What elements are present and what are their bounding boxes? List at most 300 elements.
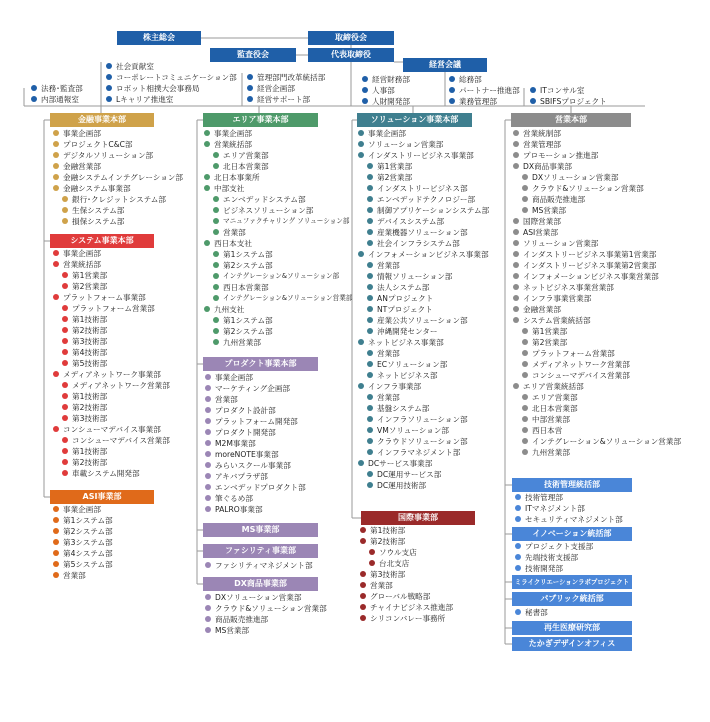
list-item — [53, 548, 113, 559]
bullet-icon — [367, 416, 373, 422]
representative-box: 代表取締役 — [308, 48, 394, 62]
product-header: プロダクト事業本部 — [203, 357, 318, 371]
list-item — [53, 402, 170, 413]
list-item-label: 第2システム部 — [223, 327, 273, 336]
gijutsu-header: 技術管理統括部 — [512, 478, 632, 492]
list-item — [53, 205, 183, 216]
list-item — [358, 260, 489, 271]
bullet-icon — [522, 350, 528, 356]
list-item-label: 社会インフラシステム部 — [377, 239, 460, 248]
bullet-icon — [204, 240, 210, 246]
list-item — [205, 504, 306, 515]
list-item — [53, 457, 170, 468]
list-item — [358, 183, 489, 194]
mirai-header: ミライクリエーションラボプロジェクト — [512, 575, 632, 589]
list-item — [515, 607, 548, 618]
list-item-label: 北日本営業部 — [532, 404, 578, 413]
list-item-label: マニュファクチャリング ソリューション部 — [223, 217, 350, 225]
bullet-icon — [362, 76, 368, 82]
list-item-label: MS営業部 — [532, 206, 567, 215]
list-item — [513, 293, 681, 304]
list-item — [513, 370, 681, 381]
bullet-icon — [205, 451, 211, 457]
bullet-icon — [522, 427, 528, 433]
list-item — [204, 271, 352, 282]
innovation-list — [515, 541, 593, 574]
list-item — [53, 413, 170, 424]
bullet-icon — [247, 74, 253, 80]
list-item — [513, 227, 681, 238]
list-item — [205, 416, 306, 427]
list-item — [358, 304, 489, 315]
bullet-icon — [62, 470, 68, 476]
bullet-icon — [513, 284, 519, 290]
list-item — [53, 161, 183, 172]
list-item-label: 第3技術部 — [72, 414, 108, 423]
list-item-label: エンベデッドプロダクト部 — [215, 483, 306, 492]
list-item-label: クラウド&ソリューション営業部 — [532, 184, 644, 193]
list-item — [358, 359, 489, 370]
list-item — [513, 183, 681, 194]
bullet-icon — [522, 196, 528, 202]
bullet-icon — [205, 495, 211, 501]
bullet-icon — [522, 339, 528, 345]
list-item-label: 中部支社 — [214, 184, 245, 193]
takagi-header: たかぎデザインオフィス — [512, 637, 632, 651]
list-item — [360, 558, 453, 569]
list-item — [53, 537, 113, 548]
list-item — [515, 492, 623, 503]
list-item — [53, 216, 183, 227]
list-item — [53, 292, 170, 303]
bullet-icon — [513, 262, 519, 268]
bullet-icon — [367, 295, 373, 301]
list-item-label: デジタルソリューション部 — [63, 151, 154, 160]
bullet-icon — [522, 372, 528, 378]
list-item-label: 第2営業部 — [377, 173, 413, 182]
corporate-mid1-list — [106, 61, 237, 105]
list-item — [204, 183, 352, 194]
bullet-icon — [367, 482, 373, 488]
list-item — [513, 337, 681, 348]
list-item-label: 第2システム部 — [223, 261, 273, 270]
list-item-label: 第2技術部 — [72, 326, 108, 335]
list-item — [53, 380, 170, 391]
list-item — [53, 391, 170, 402]
list-item-label: VMソリューション部 — [377, 426, 449, 435]
list-item-label: 第1システム部 — [63, 516, 113, 525]
list-item-label: 北日本事業所 — [214, 173, 260, 182]
bullet-icon — [213, 218, 219, 224]
list-item-label: 第4システム部 — [63, 549, 113, 558]
list-item-label: プラットフォーム営業部 — [72, 304, 155, 313]
solution-list — [358, 128, 489, 491]
bullet-icon — [360, 604, 366, 610]
list-item — [53, 248, 170, 259]
bullet-icon — [205, 562, 211, 568]
corporate-mid2-list — [247, 72, 325, 105]
list-item — [362, 74, 410, 85]
bullet-icon — [369, 560, 375, 566]
bullet-icon — [205, 605, 211, 611]
bullet-icon — [205, 440, 211, 446]
list-item — [513, 216, 681, 227]
bullet-icon — [62, 218, 68, 224]
list-item-label: 人事部 — [372, 86, 395, 95]
bullet-icon — [31, 85, 37, 91]
bullet-icon — [62, 459, 68, 465]
list-item — [53, 150, 183, 161]
eigyo-header: 営業本部 — [511, 113, 631, 127]
list-item-label: ビジネスソリューション部 — [223, 206, 314, 215]
bullet-icon — [358, 460, 364, 466]
bullet-icon — [515, 543, 521, 549]
bullet-icon — [213, 163, 219, 169]
bullet-icon — [106, 85, 112, 91]
list-item-label: 第2技術部 — [370, 537, 406, 546]
bullet-icon — [530, 98, 536, 104]
list-item — [204, 194, 352, 205]
bullet-icon — [367, 394, 373, 400]
bullet-icon — [204, 174, 210, 180]
bullet-icon — [205, 407, 211, 413]
bullet-icon — [449, 87, 455, 93]
list-item-label: PALRO事業部 — [215, 505, 263, 514]
list-item — [513, 139, 681, 150]
list-item — [513, 128, 681, 139]
list-item-label: 第1営業部 — [377, 162, 413, 171]
list-item-label: 技術開発部 — [525, 564, 563, 573]
list-item-label: ソリューション営業部 — [368, 140, 444, 149]
dx-header: DX商品事業部 — [203, 577, 318, 591]
list-item — [513, 150, 681, 161]
bullet-icon — [53, 528, 59, 534]
list-item — [513, 205, 681, 216]
bullet-icon — [513, 317, 519, 323]
list-item-label: インダストリービジネス部 — [377, 184, 468, 193]
bullet-icon — [358, 152, 364, 158]
bullet-icon — [513, 240, 519, 246]
list-item-label: エリア営業部 — [532, 393, 578, 402]
bullet-icon — [522, 394, 528, 400]
bullet-icon — [522, 438, 528, 444]
asi-header: ASI事業部 — [50, 490, 154, 504]
list-item — [205, 372, 306, 383]
list-item-label: 総務部 — [459, 75, 482, 84]
list-item-label: 第2システム部 — [63, 527, 113, 536]
list-item — [53, 559, 113, 570]
list-item — [205, 460, 306, 471]
list-item-label: みらいスクール事業部 — [215, 461, 291, 470]
list-item — [362, 96, 410, 107]
list-item-label: 商品販売推進部 — [532, 195, 586, 204]
list-item-label: DX商品事業部 — [523, 162, 573, 171]
list-item — [530, 96, 607, 107]
list-item-label: エンベデッドシステム部 — [223, 195, 306, 204]
list-item-label: インフラソリューション部 — [377, 415, 468, 424]
list-item-label: 第2営業部 — [72, 282, 108, 291]
saisei-header: 再生医療研究部 — [512, 621, 632, 635]
list-item — [358, 315, 489, 326]
list-item — [358, 447, 489, 458]
bullet-icon — [367, 207, 373, 213]
bullet-icon — [62, 305, 68, 311]
bullet-icon — [213, 317, 219, 323]
bullet-icon — [62, 272, 68, 278]
bullet-icon — [204, 141, 210, 147]
list-item — [204, 150, 352, 161]
list-item-label: 第3技術部 — [72, 337, 108, 346]
bullet-icon — [367, 350, 373, 356]
bullet-icon — [513, 229, 519, 235]
list-item-label: プロダクト開発部 — [215, 428, 276, 437]
list-item — [362, 85, 410, 96]
list-item-label: マーケティング企画部 — [215, 384, 291, 393]
list-item — [204, 315, 352, 326]
bullet-icon — [367, 240, 373, 246]
list-item-label: 金融営業部 — [523, 305, 561, 314]
bullet-icon — [53, 506, 59, 512]
list-item — [204, 161, 352, 172]
dx-list — [205, 592, 327, 636]
list-item — [53, 259, 170, 270]
list-item — [513, 172, 681, 183]
list-item — [358, 469, 489, 480]
bullet-icon — [53, 517, 59, 523]
list-item — [358, 282, 489, 293]
list-item — [358, 216, 489, 227]
kinyu-list — [53, 128, 183, 227]
list-item — [513, 447, 681, 458]
list-item — [205, 493, 306, 504]
list-item — [358, 348, 489, 359]
bullet-icon — [522, 449, 528, 455]
bullet-icon — [367, 317, 373, 323]
list-item — [358, 227, 489, 238]
list-item-label: インフォメーションビジネス事業部 — [368, 250, 489, 259]
list-item — [53, 446, 170, 457]
list-item — [204, 172, 352, 183]
bullet-icon — [513, 130, 519, 136]
bullet-icon — [515, 516, 521, 522]
list-item-label: 情報ソリューション部 — [377, 272, 453, 281]
bullet-icon — [360, 615, 366, 621]
bullet-icon — [53, 141, 59, 147]
bullet-icon — [205, 484, 211, 490]
list-item-label: コンシューマデバイス営業部 — [532, 371, 630, 380]
list-item-label: 営業統括部 — [63, 260, 101, 269]
corporate-right3-list — [530, 85, 607, 107]
bullet-icon — [358, 251, 364, 257]
bullet-icon — [62, 327, 68, 333]
list-item-label: MS営業部 — [215, 626, 250, 635]
list-item-label: メディアネットワーク営業部 — [532, 360, 630, 369]
bullet-icon — [62, 437, 68, 443]
product-list — [205, 372, 306, 515]
bullet-icon — [213, 339, 219, 345]
list-item — [358, 249, 489, 260]
list-item-label: 第3システム部 — [63, 538, 113, 547]
bullet-icon — [367, 163, 373, 169]
list-item — [204, 249, 352, 260]
bullet-icon — [213, 207, 219, 213]
list-item-label: プロジェクト支援部 — [525, 542, 594, 551]
list-item-label: システム営業統括部 — [523, 316, 591, 325]
bullet-icon — [360, 538, 366, 544]
list-item — [53, 369, 170, 380]
list-item — [360, 602, 453, 613]
list-item-label: 金融システムインテグレーション部 — [63, 173, 183, 182]
list-item-label: クラウドソリューション部 — [377, 437, 468, 446]
list-item-label: 九州営業部 — [532, 448, 570, 457]
list-item — [53, 570, 113, 581]
bullet-icon — [53, 163, 59, 169]
list-item-label: 第3技術部 — [370, 570, 406, 579]
list-item — [204, 293, 352, 304]
list-item-label: ネットビジネス事業部 — [368, 338, 444, 347]
bullet-icon — [62, 196, 68, 202]
bullet-icon — [513, 163, 519, 169]
list-item-label: M2M事業部 — [215, 439, 256, 448]
list-item-label: クラウド&ソリューション営業部 — [215, 604, 327, 613]
list-item — [247, 83, 325, 94]
bullet-icon — [62, 360, 68, 366]
list-item — [513, 315, 681, 326]
list-item-label: 第2技術部 — [72, 403, 108, 412]
list-item — [358, 271, 489, 282]
list-item — [53, 314, 170, 325]
list-item — [53, 128, 183, 139]
bullet-icon — [53, 294, 59, 300]
list-item — [530, 85, 607, 96]
list-item-label: チャイナビジネス推進部 — [370, 603, 454, 612]
list-item-label: 先端技術支援部 — [525, 553, 579, 562]
list-item — [53, 424, 170, 435]
list-item — [513, 326, 681, 337]
list-item — [205, 438, 306, 449]
bullet-icon — [205, 594, 211, 600]
solution-header: ソリューション事業本部 — [357, 113, 472, 127]
list-item — [513, 238, 681, 249]
bullet-icon — [515, 554, 521, 560]
bullet-icon — [62, 283, 68, 289]
list-item — [205, 560, 313, 571]
bullet-icon — [367, 449, 373, 455]
list-item — [247, 72, 325, 83]
list-item-label: 銀行･クレジットシステム部 — [72, 195, 166, 204]
bullet-icon — [205, 473, 211, 479]
list-item-label: ネットビジネス事業営業部 — [523, 283, 614, 292]
bullet-icon — [367, 284, 373, 290]
list-item — [31, 83, 83, 94]
list-item — [358, 293, 489, 304]
list-item-label: 筆ぐるめ部 — [215, 494, 253, 503]
bullet-icon — [205, 385, 211, 391]
international-list — [360, 525, 453, 624]
list-item — [247, 94, 325, 105]
corporate-right1-list — [362, 74, 410, 107]
list-item-label: 損保システム部 — [72, 217, 125, 226]
list-item-label: DXソリューション営業部 — [532, 173, 619, 182]
bullet-icon — [62, 415, 68, 421]
list-item — [513, 161, 681, 172]
bullet-icon — [53, 130, 59, 136]
list-item-label: 技術管理部 — [525, 493, 563, 502]
list-item — [515, 503, 623, 514]
list-item-label: 第1技術部 — [72, 315, 108, 324]
list-item-label: インフラマネジメント部 — [377, 448, 461, 457]
list-item — [358, 392, 489, 403]
bullet-icon — [53, 261, 59, 267]
bullet-icon — [205, 396, 211, 402]
list-item — [449, 85, 520, 96]
bullet-icon — [213, 196, 219, 202]
list-item — [515, 541, 593, 552]
list-item — [360, 591, 453, 602]
bullet-icon — [53, 539, 59, 545]
list-item-label: 法務･監査部 — [41, 84, 83, 93]
list-item-label: セキュリティマネジメント部 — [525, 515, 623, 524]
bullet-icon — [367, 427, 373, 433]
corporate-left-list — [31, 83, 83, 105]
bullet-icon — [513, 383, 519, 389]
list-item — [204, 205, 352, 216]
bullet-icon — [367, 196, 373, 202]
list-item — [360, 536, 453, 547]
list-item-label: ITコンサル室 — [540, 86, 585, 95]
bullet-icon — [53, 174, 59, 180]
list-item-label: 社会貢献室 — [116, 62, 154, 71]
list-item-label: 事業企画部 — [63, 249, 101, 258]
bullet-icon — [362, 98, 368, 104]
list-item-label: 営業管理部 — [523, 140, 561, 149]
bullet-icon — [205, 429, 211, 435]
list-item — [205, 625, 327, 636]
bullet-icon — [367, 218, 373, 224]
list-item-label: ECソリューション部 — [377, 360, 448, 369]
list-item-label: 沖縄開発センター — [377, 327, 438, 336]
list-item-label: 西日本営業部 — [223, 283, 269, 292]
list-item — [513, 359, 681, 370]
list-item-label: 金融営業部 — [63, 162, 101, 171]
list-item — [205, 405, 306, 416]
bullet-icon — [515, 494, 521, 500]
list-item-label: パートナー推進部 — [459, 86, 520, 95]
list-item-label: 経営企画部 — [257, 84, 295, 93]
list-item — [513, 425, 681, 436]
list-item — [513, 392, 681, 403]
list-item-label: 管理部門改革統括部 — [257, 73, 326, 82]
bullet-icon — [522, 185, 528, 191]
list-item-label: インテグレーション&ソリューション営業部 — [532, 437, 682, 446]
auditors-box: 監査役会 — [210, 48, 296, 62]
bullet-icon — [213, 295, 219, 301]
list-item-label: 第1営業部 — [72, 271, 108, 280]
list-item — [449, 96, 520, 107]
bullet-icon — [205, 616, 211, 622]
bullet-icon — [530, 87, 536, 93]
list-item — [449, 74, 520, 85]
bullet-icon — [205, 418, 211, 424]
list-item — [513, 436, 681, 447]
list-item-label: 事業企画部 — [368, 129, 406, 138]
list-item-label: 第5技術部 — [72, 359, 108, 368]
bullet-icon — [367, 262, 373, 268]
bullet-icon — [522, 328, 528, 334]
list-item-label: エリア営業統括部 — [523, 382, 584, 391]
list-item — [204, 282, 352, 293]
bullet-icon — [367, 229, 373, 235]
